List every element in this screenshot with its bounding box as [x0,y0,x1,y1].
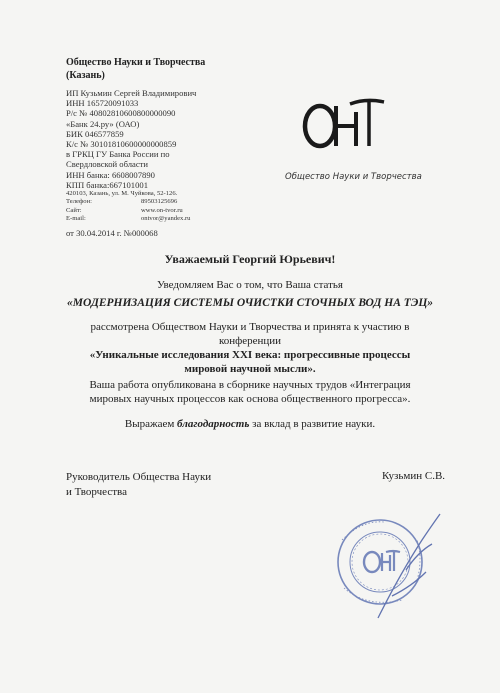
req-corr: К/с № 30101810600000000859 [66,139,177,150]
logo-subtitle: Общество Науки и Творчества [285,172,422,182]
req-site[interactable]: www.on-tvor.ru [141,206,183,214]
req-bik: БИК 046577859 [66,128,124,139]
thanks-before: Выражаем [124,418,175,430]
notice-text: Уведомляем Вас о том, что Ваша статья [157,279,343,291]
req-phone: 89503125696 [141,198,178,206]
conference-title: «Уникальные исследования XXI века: прогрессивные процессы мировой научной мысли». [89,349,411,375]
published-text: Ваша работа опубликована в сборнике научных трудов «Интеграция мировых научных процессов как основа общественного прогресса». [89,379,411,405]
greeting: Уважаемый Георгий Юрьевич! [164,252,336,266]
accepted-text: рассмотрена Обществом Науки и Творчества и принята к участию в конференции [90,321,410,347]
ont-logo-icon [296,92,386,152]
signatory-name: Кузьмин С.В. [382,470,446,482]
req-address: 420103, Казань, ул. М. Чуйкова, 52-126. [66,190,178,198]
signatory-role [66,470,211,500]
req-phone-label: Телефон: [66,198,92,206]
req-bank-inn: ИНН банка: 6608007890 [66,169,155,180]
req-owner: ИП Кузьмин Сергей Владимирович [66,88,197,98]
req-grkc-1: в ГРКЦ ГУ Банка России по [66,149,170,160]
role-line-1: Руководитель Общества Науки [66,471,212,483]
org-city: (Казань) [66,70,105,81]
req-grkc-2: Свердловской области [66,159,149,170]
thanks-line [0,418,500,430]
req-site-label: Сайт: [66,206,82,214]
article-title: «МОДЕРНИЗАЦИЯ СИСТЕМЫ ОЧИСТКИ СТОЧНЫХ ВОД НА ТЭЦ» [66,297,434,309]
req-account: Р/с № 40802810600800000090 [66,108,176,119]
org-header [66,56,205,82]
req-email[interactable]: ontvor@yandex.ru [141,215,191,223]
date-line: от 30.04.2014 г. №000068 [66,228,158,238]
role-line-2: и Творчества [66,486,127,498]
org-name: Общество Науки и Творчества [66,57,206,68]
seal-stamp-icon [322,500,447,625]
req-inn: ИНН 165720091033 [66,98,139,109]
req-email-label: E-mail: [66,215,86,223]
thanks-after: за вклад в развитие науки. [252,418,376,430]
req-bank-kpp: КПП банка:667101001 [66,179,148,190]
requisites-block [66,88,196,224]
thanks-word: благодарность [177,418,250,430]
req-bank: «Банк 24.ру» (ОАО) [66,118,140,129]
